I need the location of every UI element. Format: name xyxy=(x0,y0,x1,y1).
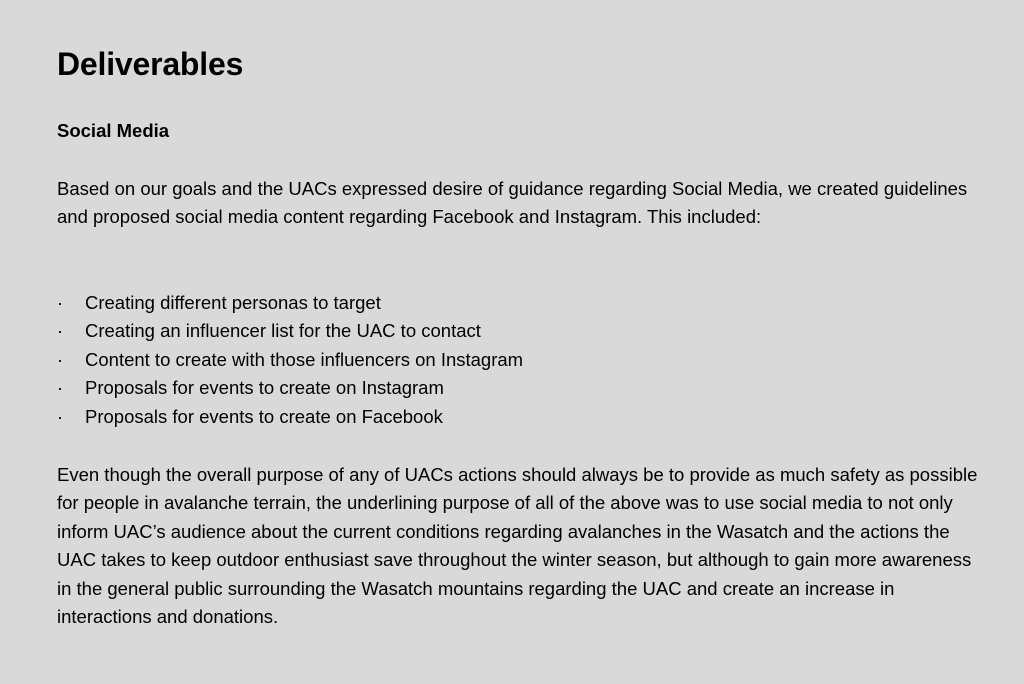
list-item xyxy=(57,289,523,317)
list-item xyxy=(57,374,523,402)
bullet-icon: · xyxy=(57,292,64,313)
list-item-text: Content to create with those influencers on Instagram xyxy=(85,348,524,370)
intro-paragraph: Based on our goals and the UACs expressed desire of guidance regarding Social Media, we created guidelines and proposed social media content regarding Facebook and Instagram. This included: xyxy=(57,178,968,228)
section-title: Social Media xyxy=(57,120,170,141)
bullet-icon: · xyxy=(57,377,64,399)
list-item-text: Proposals for events to create on Instagram xyxy=(85,377,444,399)
list-item-text: Creating an influencer list for the UAC to contact xyxy=(85,320,481,342)
list-item xyxy=(57,403,523,431)
bullet-icon: · xyxy=(57,405,64,427)
bullet-icon: · xyxy=(57,348,64,370)
list-item xyxy=(57,317,523,345)
list-item-text: Creating different personas to target xyxy=(85,292,381,313)
closing-paragraph: Even though the overall purpose of any of UACs actions should always be to provide as much safety as possible for people in avalanche terrain, the underlining purpose of all of the above was to use social media to not only inform UAC’s audience about the current conditions regarding avalanches in the Wasatch and the actions the UAC takes to keep outdoor enthusiast save throughout the winter season, but although to gain more awareness in the general public surrounding the Wasatch mountains regarding the UAC and create an increase in interactions and donations. xyxy=(57,464,978,628)
deliverables-list xyxy=(57,289,523,431)
list-item xyxy=(57,346,523,374)
bullet-icon: · xyxy=(57,320,64,342)
list-item-text: Proposals for events to create on Facebook xyxy=(85,405,443,427)
page-title: Deliverables xyxy=(57,46,244,82)
